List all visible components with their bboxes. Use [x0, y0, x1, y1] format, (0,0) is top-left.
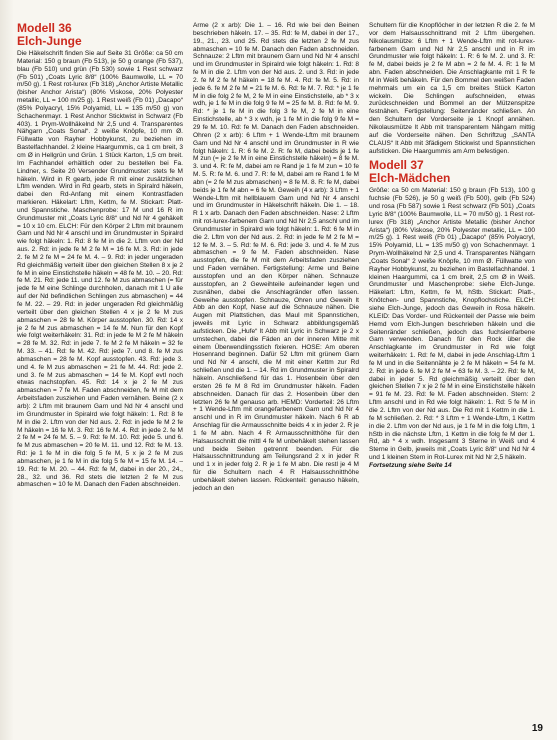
- model-36-title: [17, 22, 183, 47]
- model-36-name: Elch-Junge: [17, 33, 82, 48]
- model-36-instructions-continued: Arme (2 x arb): Die 1. – 16. Rd wie bei den Beinen beschrieben häkeln. 17. – 35. Rd: fe M, dabei in der 17., 19., 21., 23. und 25. Rd stets die letzten 2 fe M zus abmaschen = 10 fe M. Danach den Faden abschneiden. Schnauze: 2 Lftm mit braunem Garn und Nd Nr 4 anschl und im Grundmuster in Spiralrd wie folgt häkeln: 1. Rd: 8 fe M in die 2. Lftm von der Nd aus. 2. und 3. Rd: in jede 2. fe M 2 fe M häkeln = 18 fe M. 4. Rd: fe M. 5. Rd: in jede 6. fe M 2 fe M = 21 fe M. 6. Rd: fe M. 7. Rd: * je 1 fe M in die folg 2 fe M, 2 fe M in eine Einstichstelle, ab * 3 x wdh, je 1 fe M in die folg 9 fe M = 25 fe M. 8. Rd: fe M. 9. Rd: * je 1 fe M in die folg 3 fe M, 2 fe M in eine Einstichstelle, ab * 3 x wdh, je 1 fe M in die folg 9 fe M = 29 fe M. 10. Rd: fe M. Danach den Faden abschneiden. Ohren (2 x arb): 6 Lftm + 1 Wende-Lftm mit braunem Garn und Nd Nr 4 anschl und im Grundmuster in R wie folgt häkeln: 1. R: 6 fe M. 2. R: fe M, dabei beids je 1 fe M zun (= je 2 fe M in eine Einstichstelle häkeln) = 8 fe M. 3. und 4. R: fe M, dabei am re Rand je 1 fe M zun = 10 fe M. 5. R: fe M. 6. und 7. R: fe M, dabei am re Rand 1 fe M abn (= 2 fe M zus abmaschen) = 8 fe M. 8. R: fe M, dabei beids je 1 fe M abn = 6 fe M. Geweih (4 x arb): 3 Lftm + 1 Wende-Lftm mit hellblauem Garn und Nd Nr 4 anschl und im Grundmuster in Häkelschrift häkeln. Die 1. – 18. R 1 x arb. Danach den Faden abschneiden. Nase: 2 Lftm mit rot-lurex-farbenem Garn und Nd Nr 2,5 anschl und im Grundmuster in Spiralrd wie folgt häkeln: 1. Rd: 6 fe M in die 2. Lftm von der Nd aus. 2. Rd: in jede fe M 2 fe M = 12 fe M. 3. – 5. Rd: fe M. 6. Rd: jede 3. und 4. fe M zus abmaschen = 9 fe M. Faden abschneiden. Nase ausstopfen, die fe M mit dem Arbeitsfaden zusziehen und Faden vernähen. Fertigstellung: Arme und Beine ausstopfen und an den Körper nähen. Schnauze ausstopfen, an 2 Geweihteile aufeinander legen und zusnähen, dabei die Anschlagränder offen lassen. Geweihe ausstopfen. Schnauze, Ohren und Geweih lt Abb an den Kopf, Nase auf die Schnauze nähen. Die Augen mit Plattstichen, das Maul mit Spannstichen, jeweils mit Lyric in Schwarz abbildungsgemäß aufsticken. Die „Hufe“ lt Abb mit Lyric in Schwarz je 2 x umstechen, dabei die Fäden an der inneren Mitte mit einem Überwendlingsstich fixieren. HOSE: Am oberen Hosenrand beginnen. Dafür 52 Lftm mit grünem Garn und Nd Nr 4 anschl, die M mit einer Kettm zur Rd schließen und die 1. – 14. Rd im Grundmuster in Spiralrd häkeln. Anschließend für das 1. Hosenbein über den ersten 26 fe M 8 Rd im Grundmuster häkeln. Faden abschneiden. Danach für das 2. Hosenbein über den letzten 26 fe M genauso arb. HEMD: Vorderteil: 26 Lftm + 1 Wende-Lftm mit orangefarbenem Garn und Nd Nr 4 anschl und in R im Grundmuster häkeln. Nach 6 R ab Anschlag für die Armausschnitte beids 4 x in jeder 2. R je 1 fe M abn. Nach 4 R Armausschnitthöhe für den Halsausschnitt die mittl 4 fe M unbehäkelt stehen lassen und beide Seiten getrennt beenden. Für die Halsausschnittrundung am Teilungsrand 2 x in jeder R und 1 x in jeder folg 2. R je 1 fe M abn. Die restl je 4 M für die Schultern nach 4 R Halsausschnitthöhe unbehäkelt stehen lassen. Rückenteil: genauso häkeln, jedoch an den: [193, 22, 359, 492]
- page-number: 19: [531, 723, 543, 734]
- model-36-instructions-end: Schultern für die Knopflöcher in der letzten R die 2. fe M vor dem Halsausschnittrand mit 2 Lftm übergehen. Nikolausmütze: 6 Lftm + 1 Wende-Lftm mit rot-lurex-farbenem Garn und Nd Nr 2,5 anschl und in R im Grundmuster wie folgt häkeln: 1. R: 6 fe M. 2. und 3. R: fe M, dabei beids je 2 fe M abn = 2 fe M. 4. R: 1 fe M abn. Faden abschneiden. Die Anschlagkante mit 1 R fe M in Weiß behäkeln. Für den Bommel den weißen Faden mehrmals um ein ca 1,5 cm breites Stück Karton wickeln. Die Schlingen aufschneiden, etwas zurückschneiden und Bommel an der Mützenspitze festnähen. Fertigstellung: Seitenränder schließen. An den Schultern der Vorderseite je 1 Knopf annähen. Nikolausmütze lt Abb mit transparentem Nähgarn mittig auf die Vorderseite nähen. Den Schriftzug „SANTA CLAUS“ lt Abb mit 3fädigem Stickwist und Spannstichen aufsticken. Die Haargummis am Arm befestigen.: [369, 22, 535, 155]
- model-37-title: [369, 159, 535, 184]
- continuation-note: Fortsetzung siehe Seite 14: [369, 461, 452, 469]
- model-37-instructions: Größe: ca 50 cm Material: 150 g braun (Fb 513), 100 g fuchsie (Fb 526), je 50 g weiß (Fb 500), gelb (Fb 524) und rosa (Fb 587) sowie 1 Rest schwarz (Fb 501) „Coats Lyric 8/8“ (100% Baumwolle, LL = 70 m/50 g). 1 Rest rot-lurex (Fb 318) „Anchor Artiste Metallic (bisher Anchor Arista“) (80% Viskose, 20% Polyester metallic, LL = 100 m/25 g). 1 Rest weiß (Fb 01) „Dacapo“ (85% Polyacryl, 15% Polyamid, LL = 135 m/50 g) von Schachenmayr. 1 Prym-Wollhäkelnd Nr 2,5 und 4. Transparentes Nähgarn „Coats Sonal“ 2 weiße Knöpfe, 10 mm Ø. Füllwatte von Rayher Hobbykunst, zu beziehen im Bastelfachhandel. 1 kleinen Haargummi, ca 1 cm breit, 2,5 cm Ø in Weiß. Grundmuster und Maschenprobe: siehe Elch-Junge. Häkelart: Lftm, Kettm, fe M, hStb. Stickart: Platt-, Knötchen- und Spannstiche, Knopflochstiche. ELCH: siehe Elch-Junge, jedoch das Geweih in Rosa häkeln. KLEID: Das Vorder- und Rückenteil der Passe wie beim Hemd vom Elch-Jungen beschrieben häkeln und die Seitenränder schließen, jedoch das fuchsienfarbene Garn verwenden. Danach für den Rock über die Anschlagkante im Grundmuster in Rd wie folgt weiterhäkeln: 1. Rd: fe M, dabei in jede Anschlag-Lftm 1 fe M und in die Seitennähte je 2 fe M häkeln = 54 fe M. 2. Rd: in jede 6. fe M 2 fe M = 63 fe M. 3. – 22. Rd: fe M, dabei in jeder 5. Rd gleichmäßig verteilt über den gleichen Stellen 7 x je 2 fe M in eine Einstichstelle häkeln = 91 fe M. 23. Rd: fe M. Faden abschneiden. Stern: 2 Lftm anschl und in Rd wie folgt häkeln: 1. Rd: 5 fe M in die 2. Lftm von der Nd aus. Die Rd mit 1 Kettm in die 1. fe M schließen. 2. Rd: * 3 Lftm + 1 Wende-Lftm, 1 Kettm in die 2. Lftm von der Nd aus, je 1 fe M in die folg Lftm, 1 hStb in die nächste Lftm, 1 Kettm in die folg fe M der 1. Rd, ab * 4 x wdh. Insgesamt 3 Sterne in Weiß und 4 Sterne in Gelb, jeweils mit „Coats Lyric 8/8“ und Nd Nr 4 und 1 kleinen Stern in Rot-Lurex mit Nd Nr 2,5 häkeln.: [369, 187, 535, 462]
- model-36-instructions: Die Häkelschrift finden Sie auf Seite 31 Größe: ca 50 cm Material: 150 g braun (Fb 513), je 50 g orange (Fb 537), blau (Fb 510) und grün (Fb 530) sowie 1 Rest schwarz (Fb 501) „Coats Lyric 8/8“ (100% Baumwolle, LL = 70 m/50 g). 1 Rest rot-lurex (Fb 318) „Anchor Artiste Metallic (bisher Anchor Arista“) (80% Viskose, 20% Polyester metallic, LL = 100 m/25 g). 1 Rest weiß (Fb 01) „Dacapo“ (85% Polyacryl, 15% Polyamid, LL = 135 m/50 g) von Schachenmayr. 1 Rest Anchor Sticktwist in Schwarz (Fb 403). 1 Prym-Wollhäkelnd Nr 2,5 und 4. Transparentes Nähgarn „Coats Sonal“. 2 weiße Knöpfe, 10 mm Ø. Füllwatte von Rayher Hobbykunst, zu beziehen im Bastelfachhandel. 2 kleine Haargummis, ca 1 cm breit, 3 cm Ø in Hellgrün und Grün. 1 Stück Karton, 1,5 cm breit. Im Fachhandel erhältlich oder zu bestellen bei Fa. Lindner, s. Seite 20 Versender Grundmuster: stets fe M häkeln. Wird in R gearb, jede R mit einer zusätzlichen Lftm wenden. Wird in Rd gearb, stets in Spiralrd häkeln, dabei den Rd-Anfang mit einem Kontrastfaden markieren. Häkelart: Lftm, Kettm, fe M. Stickart: Platt- und Spannstiche. Maschenprobe: 17 M und 16 R im Grundmuster mit „Coats Lyric 8/8“ und Nd Nr 4 gehäkelt = 10 x 10 cm. ELCH: Für den Körper 2 Lftm mit braunem Garn und Nd Nr 4 anschl und im Grundmuster in Spiralrd wie folgt häkeln: 1. Rd: 8 fe M in die 2. Lftm von der Nd aus. 2. Rd: in jede fe M 2 fe M = 16 fe M. 3. Rd: in jede 2. fe M 2 fe M = 24 fe M. 4. – 9. Rd: in jeder ungeraden Rd gleichmäßig verteilt über den gleichen Stellen 8 x je 2 fe M in eine Einstichstelle häkeln = 48 fe M. 10. – 20. Rd: fe M. 21. Rd: jede 11. und 12. fe M zus abmaschen (= für jede fe M eine Schlinge durchholen, danach mit 1 U alle auf der Nd befindlichen Schlingen zus abmaschen) = 44 fe M. 22. – 29. Rd: in jeder ungeraden Rd gleichmäßig verteilt über den gleichen Stellen 4 x je 2 fe M zus abmaschen = 28 fe M. Körper ausstopfen. 30. Rd: 14 x je 2 fe M zus abmaschen = 14 fe M. Nun für den Kopf wie folgt weiterhäkeln: 31. Rd: in jede fe M 2 fe M häkeln = 28 fe M. 32. Rd: in jede 7. fe M 2 fe M häkeln = 32 fe M. 33. – 41. Rd: fe M. 42. Rd: jede 7. und 8. fe M zus abmaschen = 28 fe M. Kopf ausstopfen. 43. Rd: jede 3. und 4. fe M zus abmaschen = 21 fe M. 44. Rd: jede 2. und 3. fe M zus abmaschen = 14 fe M. Kopf evtl noch etwas nachstopfen. 45. Rd: 14 x je 2 fe M zus abmaschen = 7 fe M. Faden abschneiden, fe M mit dem Arbeitsfaden zusziehen und Faden vernähen. Beine (2 x arb): 2 Lftm mit braunem Garn und Nd Nr 4 anschl und im Grundmuster in Spiralrd wie folgt häkeln: 1. Rd: 8 fe M in die 2. Lftm von der Nd aus. 2. Rd: in jede fe M 2 fe M häkeln = 16 fe M. 3. Rd: 16 fe M. 4. Rd: in jede 2. fe M 2 fe M = 24 fe M. 5. – 9. Rd: fe M. 10. Rd: jede 5. und 6. fe M zus abmaschen = 20 fe M. 11. und 12. Rd: fe M. 13. Rd: je 1 fe M in die folg 5 fe M, 5 x je 2 fe M zus abmaschen, je 1 fe M in die folg 5 fe M = 15 fe M. 14. – 19. Rd: fe M. 20. – 44. Rd: fe M, dabei in der 20., 24., 28., 32. und 36. Rd stets die letzten 2 fe M zus abmaschen = 10 fe M. Danach den Faden abschneiden.: [17, 50, 183, 489]
- model-37-number: Modell 37: [369, 158, 424, 173]
- model-36-number: Modell 36: [17, 21, 72, 35]
- model-37-name: Elch-Mädchen: [369, 170, 451, 185]
- column-middle: [193, 22, 359, 493]
- column-left: [17, 22, 183, 489]
- column-right: [369, 22, 535, 470]
